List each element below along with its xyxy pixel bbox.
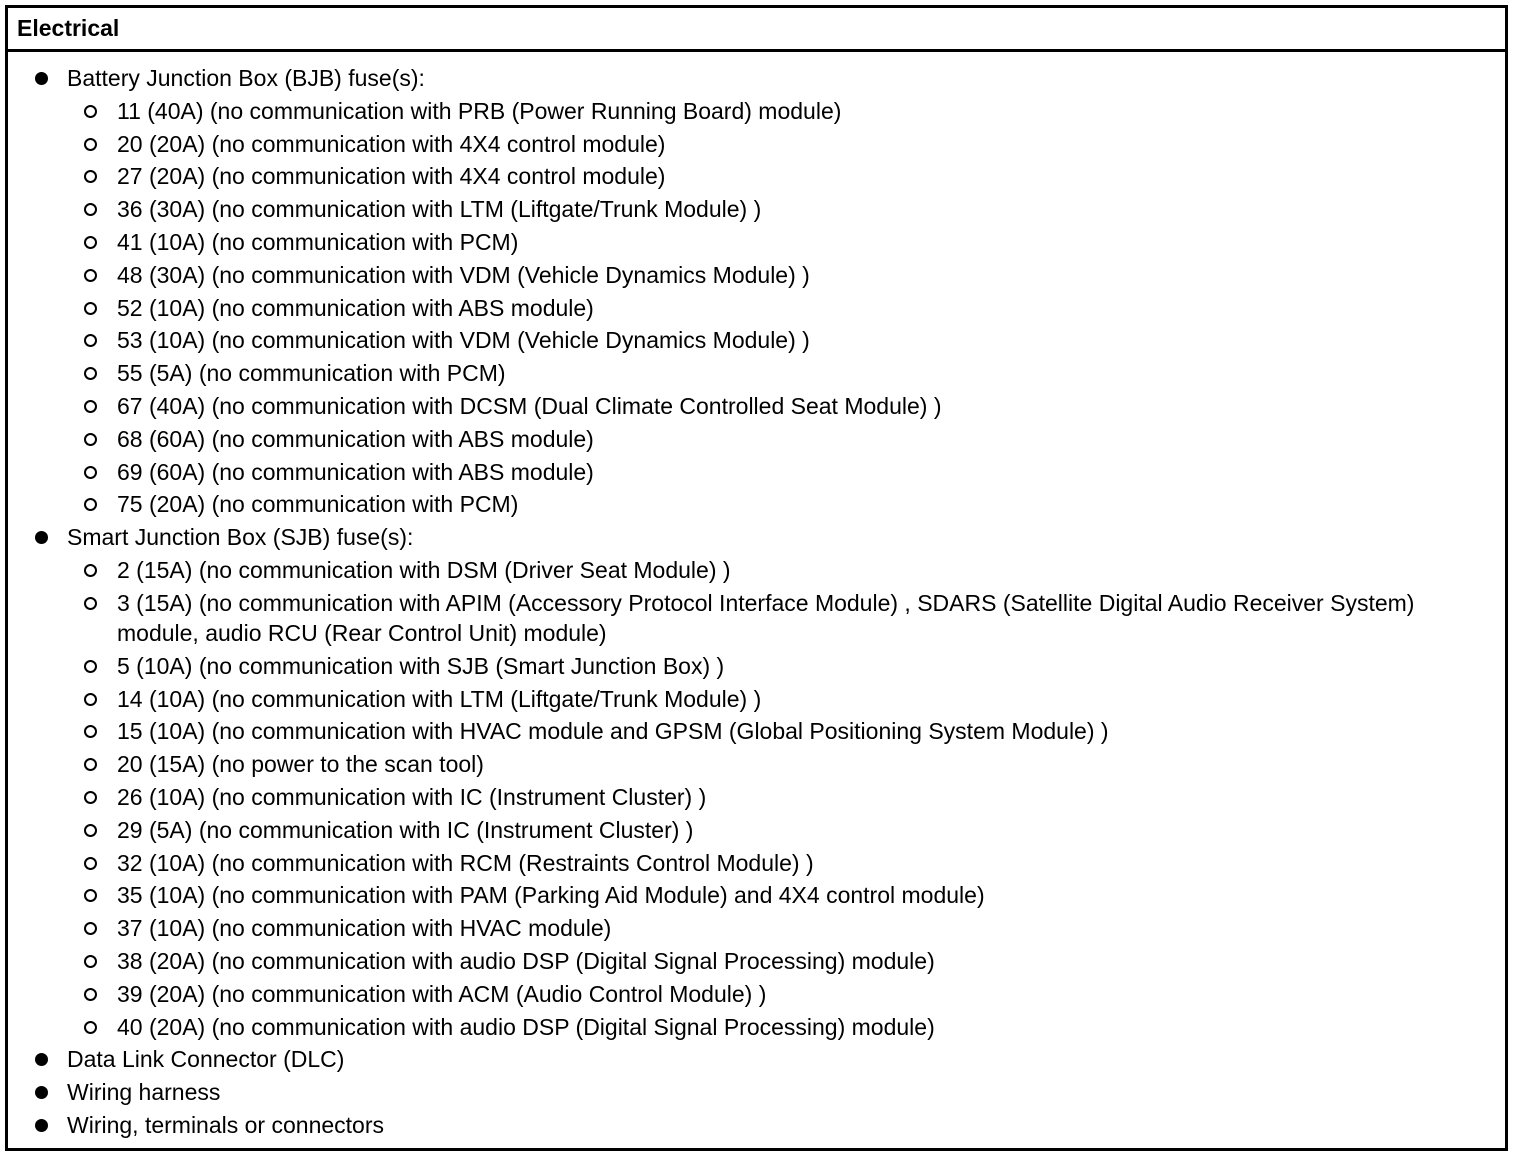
cause-list <box>8 62 1505 1142</box>
sub-list-item: 69 (60A) (no communication with ABS module) <box>67 456 1505 489</box>
sub-list-item: 41 (10A) (no communication with PCM) <box>67 226 1505 259</box>
sub-list-item: 68 (60A) (no communication with ABS module) <box>67 423 1505 456</box>
sub-list <box>67 95 1505 521</box>
sub-list-item: 29 (5A) (no communication with IC (Instrument Cluster) ) <box>67 814 1505 847</box>
sub-list-item: 3 (15A) (no communication with APIM (Accessory Protocol Interface Module) , SDARS (Satellite Digital Audio Receiver System) module, audio RCU (Rear Control Unit) module) <box>67 587 1505 650</box>
sub-list-item: 27 (20A) (no communication with 4X4 control module) <box>67 160 1505 193</box>
sub-list-item: 40 (20A) (no communication with audio DSP (Digital Signal Processing) module) <box>67 1011 1505 1044</box>
sub-list-item: 38 (20A) (no communication with audio DSP (Digital Signal Processing) module) <box>67 945 1505 978</box>
sub-list-item: 5 (10A) (no communication with SJB (Smart Junction Box) ) <box>67 650 1505 683</box>
list-item-label: Battery Junction Box (BJB) fuse(s): <box>67 65 425 91</box>
sub-list-item: 32 (10A) (no communication with RCM (Restraints Control Module) ) <box>67 847 1505 880</box>
sub-list <box>67 554 1505 1043</box>
table-header <box>8 8 1505 52</box>
sub-list-item: 52 (10A) (no communication with ABS module) <box>67 292 1505 325</box>
sub-list-item: 48 (30A) (no communication with VDM (Vehicle Dynamics Module) ) <box>67 259 1505 292</box>
sub-list-item: 67 (40A) (no communication with DCSM (Dual Climate Controlled Seat Module) ) <box>67 390 1505 423</box>
sub-list-item: 20 (15A) (no power to the scan tool) <box>67 748 1505 781</box>
list-item-label: Data Link Connector (DLC) <box>67 1046 345 1073</box>
sub-list-item: 35 (10A) (no communication with PAM (Parking Aid Module) and 4X4 control module) <box>67 879 1505 912</box>
sub-list-item: 26 (10A) (no communication with IC (Instrument Cluster) ) <box>67 781 1505 814</box>
sub-list-item: 53 (10A) (no communication with VDM (Vehicle Dynamics Module) ) <box>67 324 1505 357</box>
list-item <box>8 62 1505 521</box>
header-title: Electrical <box>17 15 120 41</box>
list-item-label: Wiring harness <box>67 1079 221 1106</box>
electrical-table <box>5 5 1508 1151</box>
sub-list-item: 15 (10A) (no communication with HVAC module and GPSM (Global Positioning System Module) ) <box>67 715 1505 748</box>
sub-list-item: 55 (5A) (no communication with PCM) <box>67 357 1505 390</box>
sub-list-item: 39 (20A) (no communication with ACM (Audio Control Module) ) <box>67 978 1505 1011</box>
sub-list-item: 36 (30A) (no communication with LTM (Liftgate/Trunk Module) ) <box>67 193 1505 226</box>
list-item <box>8 521 1505 1043</box>
list-item-label: Wiring, terminals or connectors <box>67 1111 384 1138</box>
sub-list-item: 37 (10A) (no communication with HVAC module) <box>67 912 1505 945</box>
sub-list-item: 75 (20A) (no communication with PCM) <box>67 488 1505 521</box>
list-item <box>8 1076 1505 1109</box>
sub-list-item: 20 (20A) (no communication with 4X4 control module) <box>67 128 1505 161</box>
sub-list-item: 11 (40A) (no communication with PRB (Power Running Board) module) <box>67 95 1505 128</box>
sub-list-item: 14 (10A) (no communication with LTM (Liftgate/Trunk Module) ) <box>67 683 1505 716</box>
list-item <box>8 1043 1505 1076</box>
sub-list-item: 2 (15A) (no communication with DSM (Driver Seat Module) ) <box>67 554 1505 587</box>
list-item <box>8 1109 1505 1142</box>
list-item-label: Smart Junction Box (SJB) fuse(s): <box>67 524 414 551</box>
table-body <box>8 52 1505 1142</box>
